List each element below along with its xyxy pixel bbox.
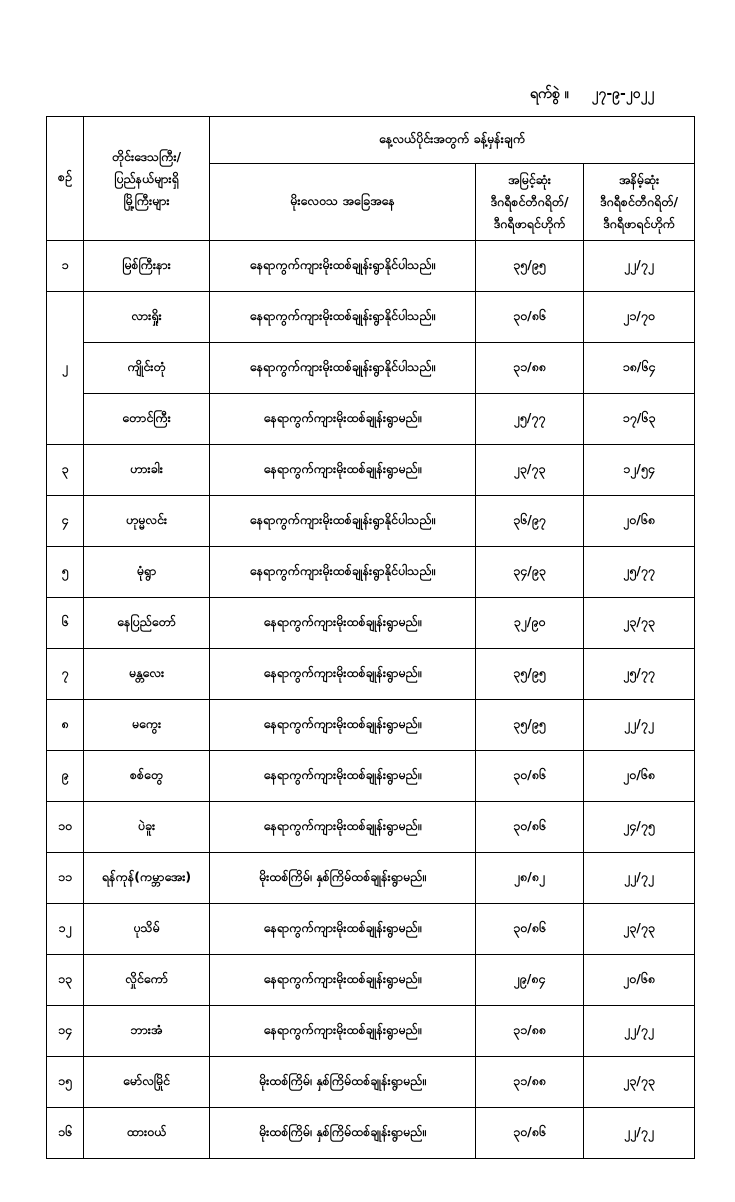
cell-condition: နေရာကွက်ကျားမိုးထစ်ချုန်းရွာမည်။ <box>210 802 476 853</box>
table-row <box>47 751 695 802</box>
cell-max-temp: ၃၅/၉၅ <box>476 241 584 292</box>
cell-max-temp: ၃၀/၈၆ <box>476 904 584 955</box>
cell-condition: နေရာကွက်ကျားမိုးထစ်ချုန်းရွာမည်။ <box>210 394 476 445</box>
cell-max-temp: ၃၀/၈၆ <box>476 292 584 343</box>
cell-city: လားရှိုး <box>84 292 210 343</box>
header-max-temp <box>476 164 584 241</box>
cell-no: ၁ <box>47 241 84 292</box>
cell-condition: နေရာကွက်ကျားမိုးထစ်ချုန်းရွာမည်။ <box>210 955 476 1006</box>
table-row <box>47 955 695 1006</box>
cell-min-temp: ၂၃/၇၃ <box>584 598 695 649</box>
cell-no: ၆ <box>47 598 84 649</box>
cell-no: ၁၀ <box>47 802 84 853</box>
cell-city: မကွေး <box>84 700 210 751</box>
header-min-line-1: အနိမ့်ဆုံး <box>618 172 660 187</box>
header-min-line-3: ဒီဂရီဖာရင်ဟိုက် <box>603 216 675 231</box>
cell-no: ၃ <box>47 445 84 496</box>
cell-min-temp: ၂၄/၇၅ <box>584 802 695 853</box>
cell-city: ကျိုင်းတုံ <box>84 343 210 394</box>
cell-city: မြစ်ကြီးနား <box>84 241 210 292</box>
cell-condition: နေရာကွက်ကျားမိုးထစ်ချုန်းရွာနိုင်ပါသည်။ <box>210 547 476 598</box>
table-row <box>47 292 695 343</box>
cell-min-temp: ၂၅/၇၇ <box>584 649 695 700</box>
table-row <box>47 343 695 394</box>
header-min-line-2: ဒီဂရီစင်တီဂရိတ်/ <box>599 194 679 209</box>
cell-condition: နေရာကွက်ကျားမိုးထစ်ချုန်းရွာမည်။ <box>210 649 476 700</box>
cell-city: ပုသိမ် <box>84 904 210 955</box>
table-row <box>47 496 695 547</box>
cell-min-temp: ၁၂/၅၄ <box>584 445 695 496</box>
header-region-line-2: ပြည်နယ်များရှိ <box>114 170 179 186</box>
header-max-line-3: ဒီဂရီဖာရင်ဟိုက် <box>493 216 566 231</box>
cell-condition: နေရာကွက်ကျားမိုးထစ်ချုန်းရွာမည်။ <box>210 598 476 649</box>
header-row-1 <box>47 117 695 164</box>
cell-min-temp: ၂၁/၇၀ <box>584 292 695 343</box>
cell-condition: နေရာကွက်ကျားမိုးထစ်ချုန်းရွာနိုင်ပါသည်။ <box>210 292 476 343</box>
header-max-line-2: ဒီဂရီစင်တီဂရိတ်/ <box>490 194 569 209</box>
cell-city: ရန်ကုန်(ကမ္ဘာအေး) <box>84 853 210 904</box>
cell-no: ၄ <box>47 496 84 547</box>
cell-max-temp: ၃၀/၈၆ <box>476 1108 584 1159</box>
cell-max-temp: ၃၅/၉၅ <box>476 649 584 700</box>
cell-condition: နေရာကွက်ကျားမိုးထစ်ချုန်းရွာမည်။ <box>210 904 476 955</box>
cell-max-temp: ၃၁/၈၈ <box>476 1006 584 1057</box>
cell-no: ၅ <box>47 547 84 598</box>
cell-max-temp: ၂၈/၈၂ <box>476 853 584 904</box>
cell-city: ပဲခူး <box>84 802 210 853</box>
table-row <box>47 445 695 496</box>
cell-min-temp: ၁၇/၆၃ <box>584 394 695 445</box>
cell-min-temp: ၂၂/၇၂ <box>584 1108 695 1159</box>
cell-city: ဟားခါး <box>84 445 210 496</box>
cell-no: ၉ <box>47 751 84 802</box>
cell-max-temp: ၃၀/၈၆ <box>476 802 584 853</box>
cell-max-temp: ၂၃/၇၃ <box>476 445 584 496</box>
cell-min-temp: ၂၅/၇၇ <box>584 547 695 598</box>
header-condition: မိုးလေဝသ အခြေအနေ <box>210 164 476 241</box>
cell-min-temp: ၂၂/၇၂ <box>584 853 695 904</box>
cell-city: နေပြည်တော် <box>84 598 210 649</box>
document-date <box>530 84 720 105</box>
cell-no: ၁၄ <box>47 1006 84 1057</box>
cell-condition: မိုးထစ်ကြိမ်၊ နှစ်ကြိမ်ထစ်ချုန်းရွာမည်။ <box>210 1108 476 1159</box>
header-no: စဉ် <box>47 117 84 241</box>
table-row <box>47 853 695 904</box>
table-row <box>47 241 695 292</box>
cell-min-temp: ၂၀/၆၈ <box>584 496 695 547</box>
cell-condition: နေရာကွက်ကျားမိုးထစ်ချုန်းရွာနိုင်ပါသည်။ <box>210 496 476 547</box>
header-region-line-1: တိုင်းဒေသကြီး/ <box>111 148 182 164</box>
cell-condition: မိုးထစ်ကြိမ်၊ နှစ်ကြိမ်ထစ်ချုန်းရွာမည်။ <box>210 1057 476 1108</box>
cell-no: ၇ <box>47 649 84 700</box>
header-min-temp <box>584 164 695 241</box>
cell-city: ဘားအံ <box>84 1006 210 1057</box>
cell-max-temp: ၂၅/၇၇ <box>476 394 584 445</box>
cell-min-temp: ၁၈/၆၄ <box>584 343 695 394</box>
table-row <box>47 394 695 445</box>
cell-condition: နေရာကွက်ကျားမိုးထစ်ချုန်းရွာမည်။ <box>210 1006 476 1057</box>
cell-condition: နေရာကွက်ကျားမိုးထစ်ချုန်းရွာမည်။ <box>210 700 476 751</box>
cell-no: ၁၆ <box>47 1108 84 1159</box>
cell-condition: နေရာကွက်ကျားမိုးထစ်ချုန်းရွာမည်။ <box>210 751 476 802</box>
cell-no: ၁၂ <box>47 904 84 955</box>
cell-max-temp: ၃၁/၈၈ <box>476 1057 584 1108</box>
table-row <box>47 700 695 751</box>
cell-city: မန္တလေး <box>84 649 210 700</box>
weather-forecast-table <box>46 116 695 1159</box>
table-row <box>47 598 695 649</box>
table-row <box>47 1108 695 1159</box>
table-row <box>47 649 695 700</box>
cell-city: မုံရွာ <box>84 547 210 598</box>
cell-no: ၂ <box>47 292 84 445</box>
cell-min-temp: ၂၂/၇၂ <box>584 700 695 751</box>
cell-min-temp: ၂၀/၆၈ <box>584 955 695 1006</box>
table-row <box>47 547 695 598</box>
cell-city: စစ်တွေ <box>84 751 210 802</box>
table-row <box>47 1006 695 1057</box>
cell-no: ၁၅ <box>47 1057 84 1108</box>
header-region <box>84 117 210 241</box>
cell-min-temp: ၂၃/၇၃ <box>584 904 695 955</box>
cell-city: တောင်ကြီး <box>84 394 210 445</box>
cell-min-temp: ၂၂/၇၂ <box>584 241 695 292</box>
date-label: ရက်စွဲ ။ <box>530 86 569 102</box>
header-region-line-3: မြို့ကြီးများ <box>123 192 170 208</box>
cell-max-temp: ၃၆/၉၇ <box>476 496 584 547</box>
cell-no: ၁၁ <box>47 853 84 904</box>
cell-no: ၈ <box>47 700 84 751</box>
cell-condition: နေရာကွက်ကျားမိုးထစ်ချုန်းရွာနိုင်ပါသည်။ <box>210 343 476 394</box>
cell-max-temp: ၃၀/၈၆ <box>476 751 584 802</box>
cell-city: မော်လမြိုင် <box>84 1057 210 1108</box>
cell-max-temp: ၂၉/၈၄ <box>476 955 584 1006</box>
table-row <box>47 904 695 955</box>
cell-min-temp: ၂၀/၆၈ <box>584 751 695 802</box>
date-value: ၂၇-၉-၂၀၂၂ <box>591 86 655 102</box>
cell-max-temp: ၃၅/၉၅ <box>476 700 584 751</box>
cell-max-temp: ၃၁/၈၈ <box>476 343 584 394</box>
cell-city: ဟုမ္မလင်း <box>84 496 210 547</box>
cell-min-temp: ၂၃/၇၃ <box>584 1057 695 1108</box>
cell-condition: နေရာကွက်ကျားမိုးထစ်ချုန်းရွာနိုင်ပါသည်။ <box>210 241 476 292</box>
cell-max-temp: ၃၄/၉၃ <box>476 547 584 598</box>
cell-condition: နေရာကွက်ကျားမိုးထစ်ချုန်းရွာမည်။ <box>210 445 476 496</box>
table-row <box>47 1057 695 1108</box>
header-max-line-1: အမြင့်ဆုံး <box>508 172 551 187</box>
cell-no: ၁၃ <box>47 955 84 1006</box>
cell-city: လှိုင်ကော် <box>84 955 210 1006</box>
cell-city: ထားဝယ် <box>84 1108 210 1159</box>
table-row <box>47 802 695 853</box>
cell-condition: မိုးထစ်ကြိမ်၊ နှစ်ကြိမ်ထစ်ချုန်းရွာမည်။ <box>210 853 476 904</box>
cell-max-temp: ၃၂/၉၀ <box>476 598 584 649</box>
header-forecast-group: နေ့လယ်ပိုင်းအတွက် ခန့်မှန်းချက် <box>210 117 695 164</box>
cell-min-temp: ၂၂/၇၂ <box>584 1006 695 1057</box>
